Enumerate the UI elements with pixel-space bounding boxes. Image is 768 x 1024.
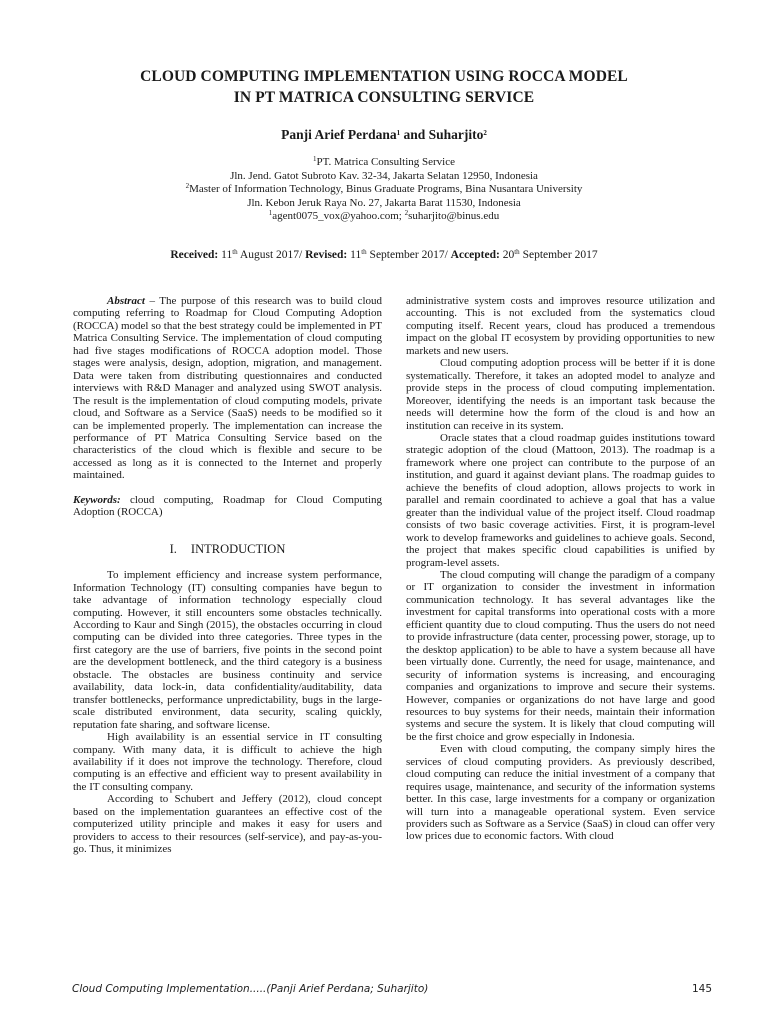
section-number: I. [169, 541, 177, 556]
right-column [406, 295, 715, 843]
body-paragraph: According to Schubert and Jeffery (2012), cloud concept based on the implementation guarantees an effective cost of the computerized utility principle and makes it easy for users and providers to access to their resources (self-service), and pay-as-you-go. Thus, it minimizes [73, 793, 382, 856]
left-column [73, 295, 382, 856]
keywords-text: cloud computing, Roadmap for Cloud Computing Adoption (ROCCA) [73, 493, 382, 519]
affiliation-2-address: Jln. Kebon Jeruk Raya No. 27, Jakarta Barat 11530, Indonesia [247, 196, 521, 209]
body-paragraph: The cloud computing will change the paradigm of a company or IT organization to consider the investment in information communication technology. It has several advantages like the investment for capital transforms into operational costs with a more efficient quantity due to cloud computing. Thus the users do not need to provide infrastructure (data center, processing power, storage, up to the desktop application) to be able to have a system because all have been virtually done. Currently, the need for usage, maintenance, and security of information systems is increasing, and encouraging companies and organizations to improve and secure their systems. However, companies or organizations do not have large and good resources to buy systems for their needs, maintain their information systems and secure the system. It is likely that cloud computing will be the first choice and grow especially in Indonesia. [406, 568, 715, 743]
author-2-affil-marker: 2 [483, 129, 487, 137]
body-paragraph: Cloud computing adoption process will be better if it is done systematically. Therefore, it takes an adopted model to analyze and provide steps in the process of cloud computing implementation. Moreover, identifying the needs is an important task because the needs will determine how the form of the cloud is and how an institution can receive in its system. [406, 357, 715, 432]
abstract [73, 295, 382, 482]
body-paragraph: High availability is an essential service in IT consulting company. With many data, it is difficult to achieve the high availability if it does not improve the technology. Therefore, cloud computing is an effective and efficient way to present availability in the IT consulting company. [73, 731, 382, 793]
abstract-text: – The purpose of this research was to build cloud computing referring to Roadmap for Cloud Computing Adoption (ROCCA) model so that the best strategy could be implemented in PT Matrica Consulting Service. The implementation of cloud computing had five stages modifications of ROCCA adoption model. Those stages were analysis, design, adoption, migration, and management. Data were taken from distributing questionnaires and conducted interviews with R&D Manager and analyzed using SWOT analysis. The result is the implementation of cloud computing models, private cloud, and Software as a Service (SaaS) needs to be modified so it can be implemented properly. The implementation can increase the performance of PT Matrica Consulting Service based on the characteristics of the cloud which is flexible and secure to be accessed as long as it is connected to the Internet and properly maintained. [73, 295, 382, 482]
section-heading [73, 543, 382, 555]
author-2: Suharjito [428, 127, 484, 142]
revised-label: Revised: [305, 249, 348, 261]
received-label: Received: [170, 249, 219, 261]
title-line-1: CLOUD COMPUTING IMPLEMENTATION USING ROCCA MODEL [140, 68, 628, 85]
author-emails: $^1$agent0075_vox@yahoo.com; $^2$suharjito@binus.edu [268, 209, 500, 222]
author-connector: and [400, 127, 429, 142]
body-paragraph: administrative system costs and improves resource utilization and accounting. This is not excluded from the systematics cloud computing itself. Recent years, cloud has produced a tremendous impact on the global IT ecosystem by providing opportunities to new markets and new users. [406, 295, 715, 357]
accepted-label: Accepted: [450, 249, 500, 261]
body-paragraph: Oracle states that a cloud roadmap guides institutions toward strategic adoption of the cloud (Mattoon, 2013). The roadmap is a framework where one project can contribute to the purpose of an institution, and guard it against deviant plans. The roadmap guides to achieve the benefits of cloud adoption, allows projects to work in parallel and remain coordinated to achieve a goal that has a value greater than the individual value of the project itself. Cloud roadmap consists of two basic coverage activities. First, it is program-level work to develop frameworks and guidelines to achieve goals. Second, the project that makes specific cloud capabilities is unified by program-level assets. [406, 431, 715, 569]
article-dates: Received: 11th August 2017/ Revised: 11th September 2017/ Accepted: 20th September 2017 [170, 248, 598, 261]
email-2[interactable]: suharjito@binus.edu [408, 210, 500, 222]
keywords-label: Keywords: [73, 493, 121, 506]
section-title: INTRODUCTION [190, 541, 286, 556]
affiliation-2-name: $^2$Master of Information Technology, Binus Graduate Programs, Bina Nusantara University [185, 182, 583, 195]
title-line-2: IN PT MATRICA CONSULTING SERVICE [233, 89, 535, 106]
author-1-affil-marker: 1 [396, 129, 401, 137]
affiliation-1-address: Jln. Jend. Gatot Subroto Kav. 32-34, Jakarta Selatan 12950, Indonesia [230, 169, 538, 182]
running-footer: Cloud Computing Implementation.....(Panji Arief Perdana; Suharjito) [72, 983, 429, 995]
paper-title [60, 66, 708, 108]
abstract-label: Abstract [107, 295, 145, 307]
author-1: Panji Arief Perdana [281, 127, 397, 142]
affiliation-1-name: $^1$PT. Matrica Consulting Service [313, 155, 455, 168]
keywords [73, 494, 382, 519]
email-1[interactable]: agent0075_vox@yahoo.com; [272, 210, 405, 222]
body-paragraph: Even with cloud computing, the company simply hires the services of cloud computing providers. As previously described, cloud computing can reduce the initial investment of a company that requires usage, maintenance, and security of the information systems better. In this case, large investments for a company or organization will turn into a manageable operational system. Even service providers such as Software as a Service (SaaS) in cloud can offer very low prices due to economic factors. With cloud [406, 743, 715, 843]
author-list [60, 127, 708, 143]
body-paragraph: To implement efficiency and increase system performance, Information Technology (IT) consulting companies have begun to take advantage of information technology especially cloud computing. However, it still encounters some obstacles technically. According to Kaur and Singh (2015), the obstacles occurring in cloud computing can be divided into three categories. Three types in the first category are the use of barriers, five points in the second point are the development bottleneck, and the third category is a business obstacle. The obstacles are business continuity and service availability, data lock-in, data confidentiality/auditability, data transfer bottlenecks, performance unpredictability, bugs in the large-scale distributed environment, data security, scaling quickly, reputation fate sharing, and software license. [73, 569, 382, 731]
affiliations [60, 156, 708, 224]
page-number: 145 [691, 983, 712, 995]
